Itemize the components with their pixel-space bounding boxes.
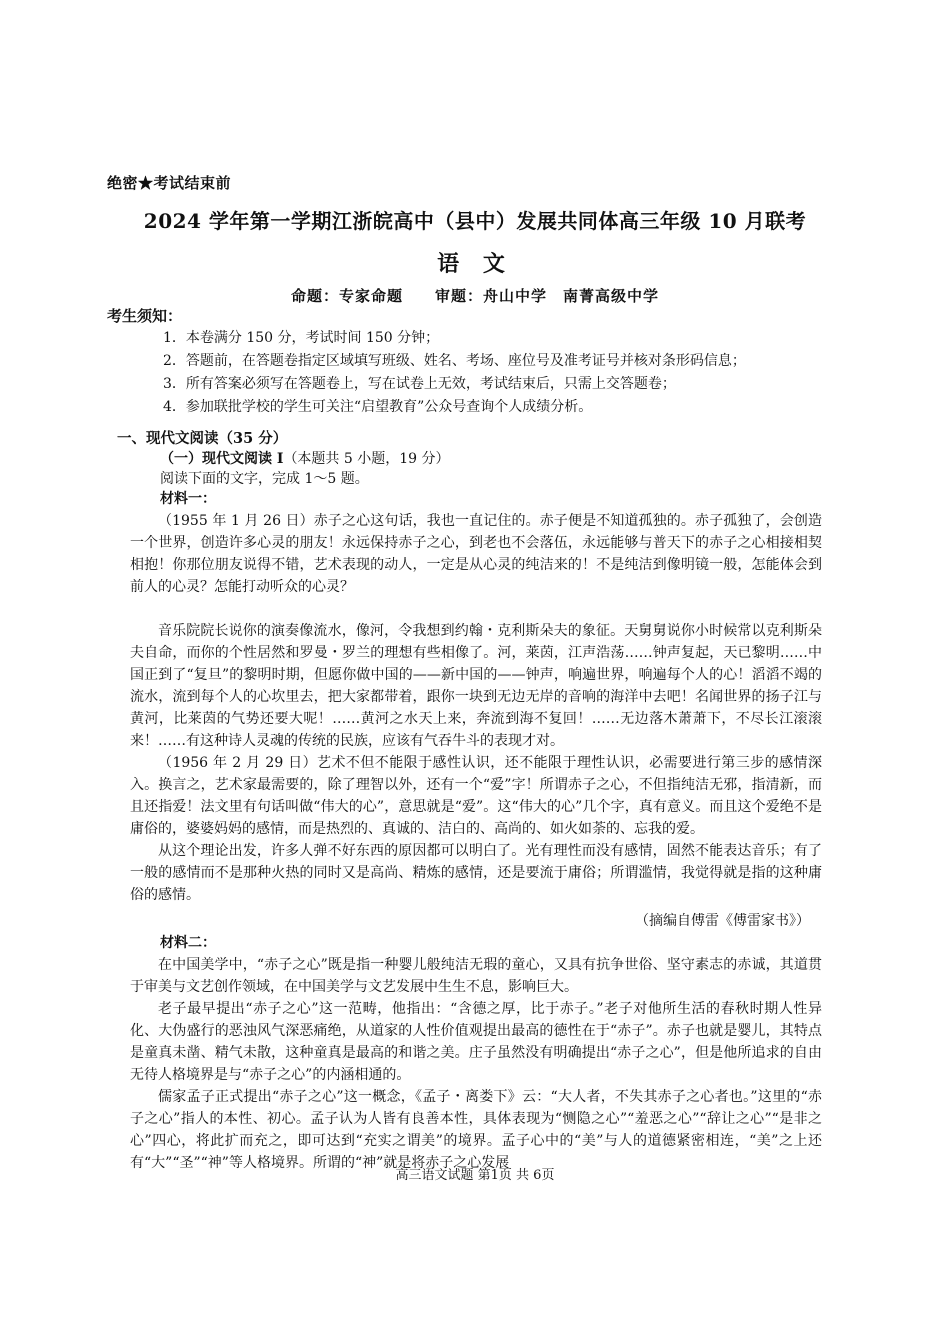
notice-item: 2．答题前，在答题卷指定区域填写班级、姓名、考场、座位号及准考证号并核对条形码信息；: [163, 353, 746, 369]
paragraph: 音乐院院长说你的演奏像流水，像河，令我想到约翰・克利斯朵夫的象征。天舅舅说你小时候常以克利斯朵夫自命，而你的个性居然和罗曼・罗兰的理想有些相像了。河，莱茵，江声浩荡……钟声复起，天已黎明……中国正到了“复旦”的黎明时期，但愿你做中国的——新中国的——钟声，响遍世界，响遍每个人的心！滔滔不竭的流水，流到每个人的心坎里去，把大家都带着，跟你一块到无边无岸的音响的海洋中去吧！名闻世界的扬子江与黄河，比莱茵的气势还要大呢！……黄河之水天上来，奔流到海不复回！……无边落木萧萧下，不尽长江滚滚来！……有这种诗人灵魂的传统的民族，应该有气吞牛斗的表现才对。: [130, 623, 822, 749]
subsection-heading: [160, 448, 450, 468]
notice-item: 3．所有答案必须写在答题卷上，写在试卷上无效，考试结束后，只需上交答题卷；: [163, 376, 676, 392]
material1-citation: （摘编自傅雷《傅雷家书》）: [635, 913, 810, 929]
material2-text: [130, 954, 822, 1174]
paragraph: （1956 年 2 月 29 日）艺术不但不能限于感性认识，还不能限于理性认识，必需要进行第三步的感情深入。换言之，艺术家最需要的，除了理智以外，还有一个“爱”字！所谓赤子之心，不但指纯洁无邪，指清新，而且还指爱！法文里有句话叫做“伟大的心”，意思就是“爱”。这“伟大的心”几个字，真有意义。而且这个爱绝不是庸俗的，婆婆妈妈的感情，而是热烈的、真诚的、洁白的、高尚的、如火如荼的、忘我的爱。: [130, 755, 822, 837]
reading-instruction: 阅读下面的文字，完成 1～5 题。: [160, 471, 369, 487]
subsection-heading-rest: （本题共 5 小题，19 分）: [283, 451, 450, 467]
secret-mark: 绝密★考试结束前: [107, 174, 232, 192]
material1-paragraph-3: [130, 752, 822, 840]
subsection-heading-bold: （一）现代文阅读 I: [160, 451, 284, 467]
subject-title: 语 文: [437, 251, 513, 277]
notice-item: 4．参加联批学校的学生可关注“启望教育”公众号查询个人成绩分析。: [163, 399, 593, 415]
paragraph: 从这个理论出发，许多人弹不好东西的原因都可以明白了。光有理性而没有感情，固然不能表达音乐；有了一般的感情而不是那种火热的同时又是高尚、精炼的感情，还是要流于庸俗；所谓滥情，我觉得就是指的这种庸俗的感情。: [130, 843, 822, 903]
notice-item: 1．本卷满分 150 分，考试时间 150 分钟；: [163, 330, 440, 346]
paragraph: （1955 年 1 月 26 日）赤子之心这句话，我也一直记住的。赤子便是不知道孤独的。赤子孤独了，会创造一个世界，创造许多心灵的朋友！永远保持赤子之心，到老也不会落伍，永远能够与普天下的赤子之心相接相契相抱！你那位朋友说得不错，艺术表现的动人，一定是从心灵的纯洁来的！不是纯洁到像明镜一般，怎能体会到前人的心灵？怎能打动听众的心灵？: [130, 513, 822, 595]
material1-paragraph-4: [130, 840, 822, 906]
notice-list: [163, 327, 746, 419]
page-footer: 高三语文试题 第1页 共 6页: [395, 1168, 555, 1183]
material1-paragraph-1: [130, 510, 822, 598]
paragraph: 老子最早提出“赤子之心”这一范畴，他指出：“含德之厚，比于赤子。”老子对他所生活的春秋时期人性异化、大伪盛行的恶浊风气深恶痛绝，从道家的人性价值观提出最高的德性在于“赤子”。赤子也就是婴儿，其特点是童真未凿、精气未散，这种童真是最高的和谐之美。庄子虽然没有明确提出“赤子之心”，但是他所追求的自由无待人格境界是与“赤子之心”的内涵相通的。: [130, 1001, 822, 1083]
material2-title: 材料二：: [160, 935, 216, 951]
paragraph: 儒家孟子正式提出“赤子之心”这一概念，《孟子・离娄下》云：“大人者，不失其赤子之心者也。”这里的“赤子之心”指人的本性、初心。孟子认为人皆有良善本性，具体表现为“恻隐之心”“羞恶之心”“辞让之心”“是非之心”四心，将此扩而充之，即可达到“充实之谓美”的境界。孟子心中的“美”与人的道德紧密相连，“美”之上还有“大”“圣”“神”等人格境界。所谓的“神”就是将赤子之心发展: [130, 1089, 822, 1171]
paragraph: 在中国美学中，“赤子之心”既是指一种婴儿般纯洁无瑕的童心，又具有抗争世俗、坚守素志的赤诚，其道贯于审美与文艺创作领域，在中国美学与文艺发展中生生不息，影响巨大。: [130, 957, 822, 995]
exam-title: 2024 学年第一学期江浙皖高中（县中）发展共同体高三年级 10 月联考: [143, 209, 807, 233]
material1-title: 材料一：: [160, 491, 216, 507]
section-heading: 一、现代文阅读（35 分）: [117, 430, 288, 447]
notice-heading: 考生须知：: [107, 307, 183, 325]
material1-paragraph-2: [130, 620, 822, 752]
proposers-line: 命题：专家命题 审题：舟山中学 南菁高级中学: [290, 287, 659, 305]
